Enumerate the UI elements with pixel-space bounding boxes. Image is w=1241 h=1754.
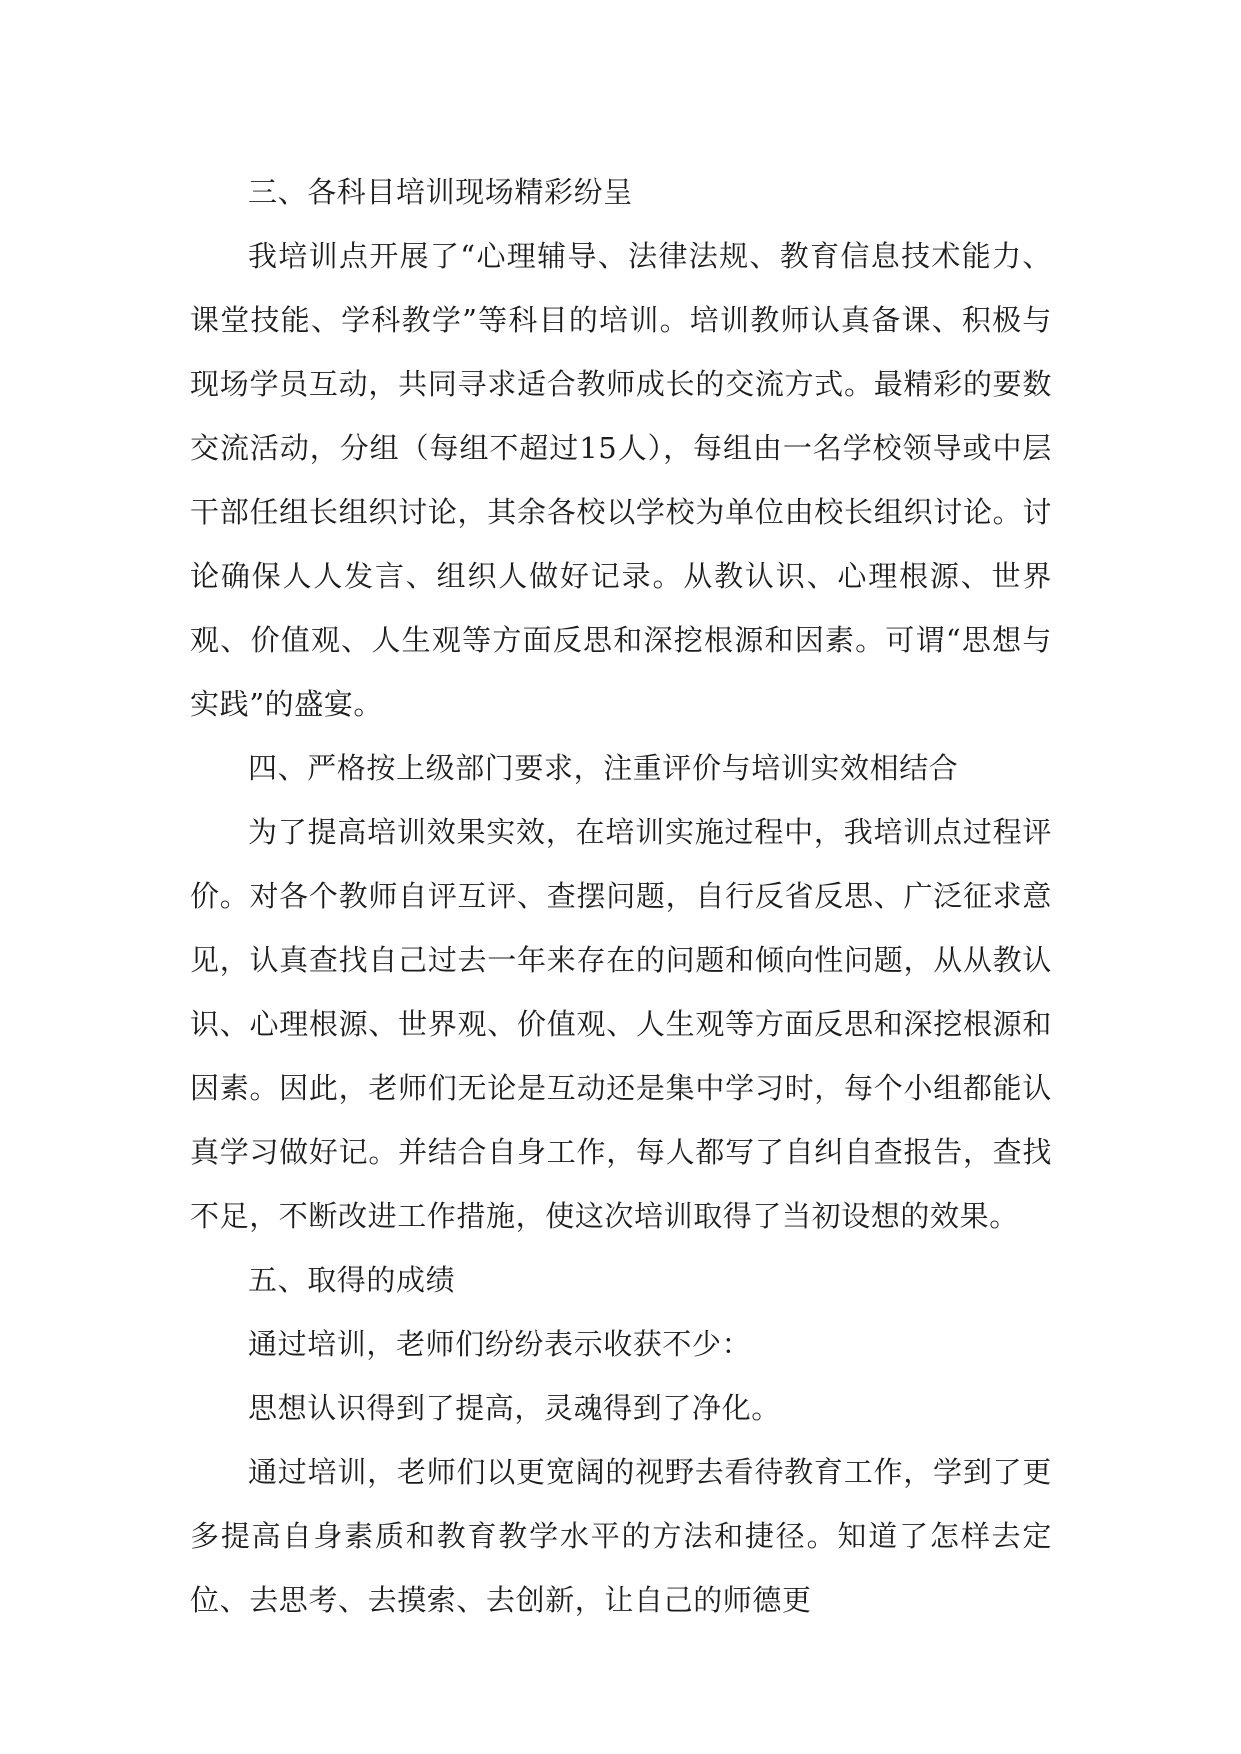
section-heading-3: 三、各科目培训现场精彩纷呈 xyxy=(248,175,633,209)
section-heading-5: 五、取得的成绩 xyxy=(248,1263,456,1297)
body-paragraph: 通过培训，老师们纷纷表示收获不少： xyxy=(248,1327,752,1361)
section-heading-4: 四、严格按上级部门要求，注重评价与培训实效相结合 xyxy=(248,751,959,785)
document-page xyxy=(190,160,1052,1632)
body-paragraph: 为了提高培训效果实效，在培训实施过程中，我培训点过程评价。对各个教师自评互评、查摆问题，自行反省反思、广泛征求意见，认真查找自己过去一年来存在的问题和倾向性问题，从从教认识、心理根源、世界观、价值观、人生观等方面反思和深挖根源和因素。因此，老师们无论是互动还是集中学习时，每个小组都能认真学习做好记。并结合自身工作，每人都写了自纠自查报告，查找不足，不断改进工作措施，使这次培训取得了当初设想的效果。 xyxy=(190,815,1052,1233)
body-paragraph: 通过培训，老师们以更宽阔的视野去看待教育工作，学到了更多提高自身素质和教育教学水平的方法和捷径。知道了怎样去定位、去思考、去摸索、去创新，让自己的师德更 xyxy=(190,1455,1052,1617)
body-paragraph: 思想认识得到了提高，灵魂得到了净化。 xyxy=(248,1391,781,1425)
body-paragraph: 我培训点开展了“心理辅导、法律法规、教育信息技术能力、课堂技能、学科教学”等科目的培训。培训教师认真备课、积极与现场学员互动，共同寻求适合教师成长的交流方式。最精彩的要数交流活动，分组（每组不超过15人），每组由一名学校领导或中层干部任组长组织讨论，其余各校以学校为单位由校长组织讨论。讨论确保人人发言、组织人做好记录。从教认识、心理根源、世界观、价值观、人生观等方面反思和深挖根源和因素。可谓“思想与实践”的盛宴。 xyxy=(190,239,1052,721)
